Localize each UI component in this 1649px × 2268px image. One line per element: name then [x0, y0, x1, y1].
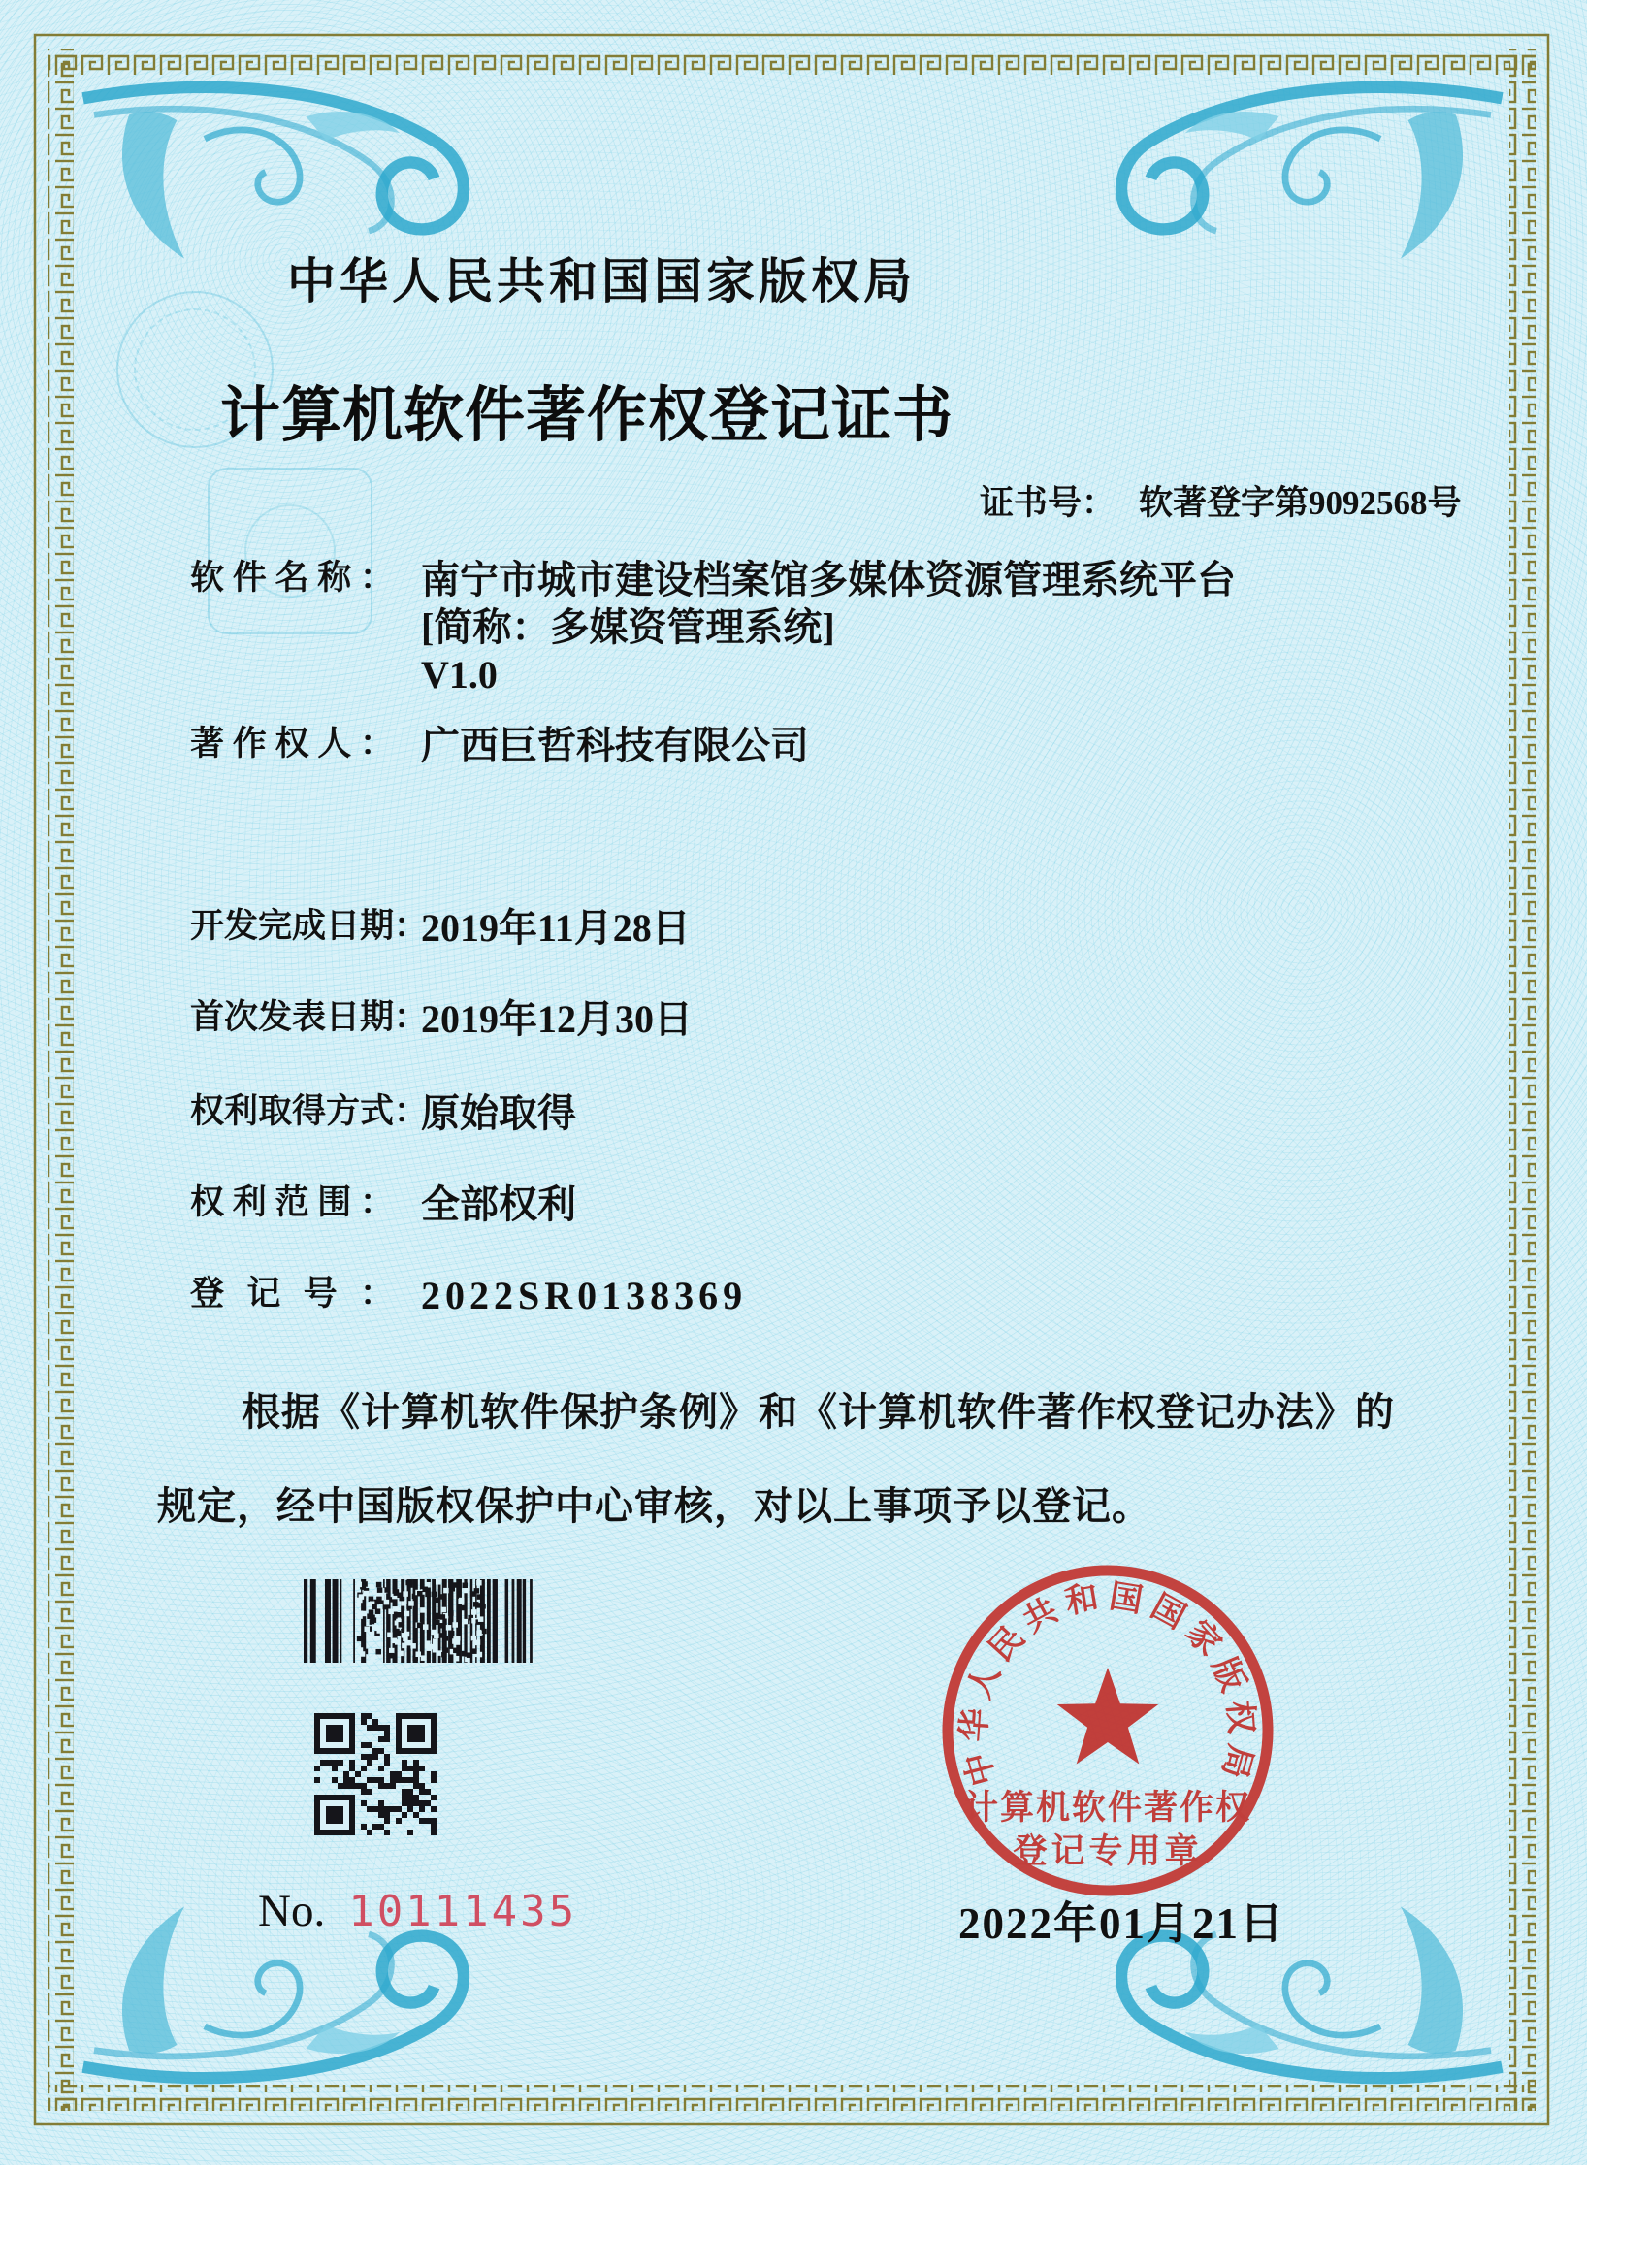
software-name-line2: [简称：多媒资管理系统]: [421, 604, 835, 649]
field-row-software-name: [190, 557, 1236, 698]
barcode-image: [302, 1579, 542, 1665]
rights-scope-value: 全部权利: [421, 1183, 576, 1226]
certificate-title: 计算机软件著作权登记证书: [219, 383, 954, 449]
field-row-first-publication-date: [190, 996, 693, 1044]
serial-prefix: No.: [258, 1886, 326, 1936]
first-publication-date-value: 2019年12月30日: [421, 997, 693, 1041]
qr-code-image: [312, 1713, 438, 1835]
software-name-value: [421, 557, 1236, 698]
software-name-label: 软件名称：: [190, 559, 394, 597]
field-row-registration-number: [190, 1273, 747, 1320]
registration-number-label: 登记号：: [190, 1275, 394, 1312]
certificate-number-label: 证书号：: [980, 484, 1116, 522]
dev-completion-date-value: 2019年11月28日: [421, 906, 691, 950]
dev-completion-date-label: 开发完成日期：: [190, 907, 429, 945]
rights-acquisition-value: 原始取得: [421, 1091, 576, 1135]
copyright-owner-value: 广西巨哲科技有限公司: [421, 724, 809, 767]
field-row-dev-completion-date: [190, 905, 691, 953]
authority-title: 中华人民共和国国家版权局: [287, 254, 916, 308]
seal-caption-line2: 登记专用章: [1013, 1832, 1203, 1870]
seal-star-icon: [1057, 1668, 1159, 1765]
seal-caption-line1: 计算机软件著作权: [963, 1789, 1252, 1827]
field-row-copyright-owner: [190, 723, 809, 770]
copyright-owner-label: 著作权人：: [190, 725, 394, 762]
serial-number: 10111435: [348, 1887, 578, 1936]
first-publication-date-label: 首次发表日期：: [190, 998, 429, 1036]
field-row-rights-scope: [190, 1182, 576, 1229]
seal-ring-text: 中华人民共和国国家版权局: [955, 1578, 1260, 1790]
statement-line2: 规定，经中国版权保护中心审核，对以上事项予以登记。: [157, 1484, 1151, 1528]
statement-line1: 根据《计算机软件保护条例》和《计算机软件著作权登记办法》的: [242, 1390, 1395, 1434]
issue-date: 2022年01月21日: [958, 1899, 1286, 1948]
rights-scope-label: 权利范围：: [190, 1183, 394, 1221]
serial-number-line: [258, 1885, 577, 1937]
software-name-line3: V1.0: [421, 652, 498, 697]
certificate-number-value: 软著登字第9092568号: [1139, 484, 1462, 522]
field-row-rights-acquisition: [190, 1090, 576, 1138]
registration-number-value: 2022SR0138369: [421, 1274, 748, 1317]
rights-acquisition-label: 权利取得方式：: [190, 1092, 429, 1130]
official-seal: [923, 1546, 1292, 1915]
software-name-line1: 南宁市城市建设档案馆多媒体资源管理系统平台: [421, 558, 1236, 601]
certificate-number-line: [980, 476, 1462, 525]
